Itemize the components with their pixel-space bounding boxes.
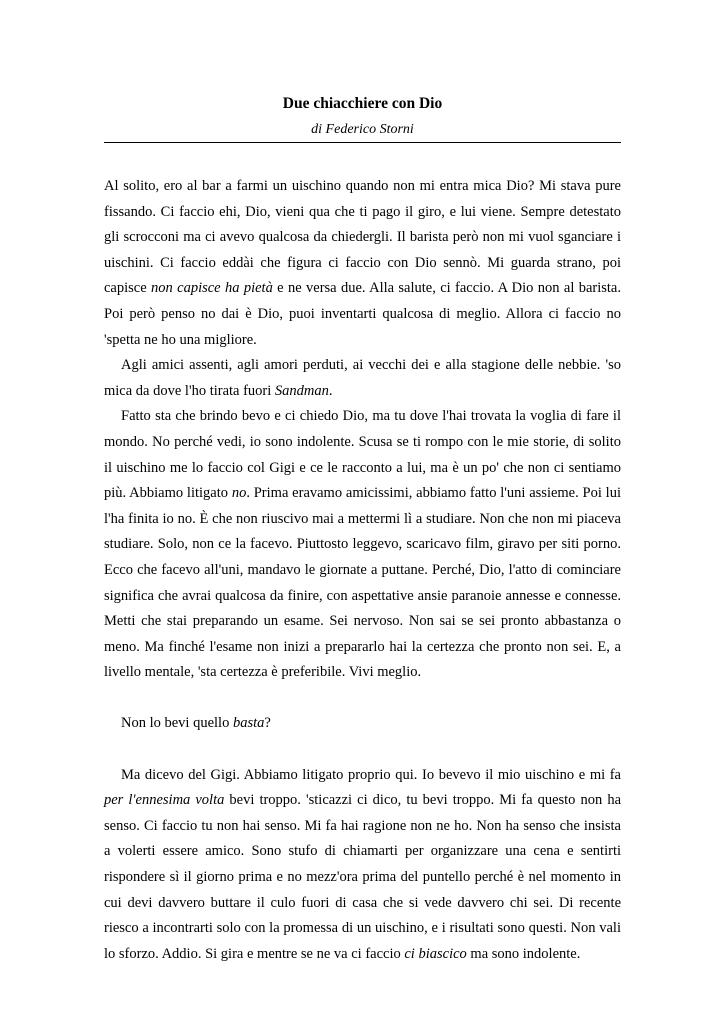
text-run: Ma dicevo del Gigi. Abbiamo litigato proprio qui. Io bevevo il mio uischino e mi fa (121, 766, 621, 783)
italic-run: per l'ennesima volta (104, 792, 225, 809)
document-title: Due chiacchiere con Dio (282, 95, 443, 112)
paragraph-1 (104, 174, 621, 353)
text-run: Agli amici assenti, agli amori perduti, ai vecchi dei e alla stagione delle nebbie. 'so mica da dove l'ho tirata fuori (104, 357, 621, 399)
text-run: bevi troppo. 'sticazzi ci dico, tu bevi troppo. Mi fa questo non ha senso. Ci faccio tu non hai senso. Mi fa hai ragione non ne ho. Non ha senso che insista a volerti essere amico. Sono stufo di chiamarti per organizzare una cena e sentirti rispondere sì il giorno prima e no mezz'ora prima del puntello perché è nel momento in cui devi davvero buttare il culo fuori di casa che si vede davvero chi sei. Di recente riesco a incontrarti solo con la promessa di un uischino, e i risultati sono questi. Non vali lo sforzo. Addio. Si gira e mentre se ne va ci faccio (104, 792, 622, 962)
text-run: Al solito, ero al bar a farmi un uischino quando non mi entra mica Dio? Mi stava pure fissando. Ci faccio ehi, Dio, vieni qua che ti pago il giro, e lui viene. Sempre detestato gli scrocconi ma ci avevo qualcosa da chiedergli. Il barista però non mi vuol sganciare i uischini. Ci faccio eddài che figura ci faccio con Dio sennò. Mi guarda strano, poi capisce (104, 178, 621, 297)
document-author: di Federico Storni (311, 122, 414, 137)
paragraph-5 (104, 763, 621, 968)
text-run: ? (264, 715, 271, 732)
text-run: . Prima eravamo amicissimi, abbiamo fatto l'uni assieme. Poi lui l'ha finita io no. È che non riuscivo mai a mettermi lì a studiare. Non che non mi piaceva studiare. Solo, non ce la facevo. Piuttosto leggevo, scaricavo film, giravo per siti porno. Ecco che facevo all'uni, mandavo le giornate a puttane. Perché, Dio, l'atto di cominciare significa che avrai qualcosa da finire, con aspettative ansie paranoie annesse e connesse. Metti che stai preparando un esame. Sei nervoso. Non sai se sei pronto abbastanza o meno. Ma finché l'esame non inizi a prepararlo hai la certezza che pronto non sei. E, a livello mentale, 'sta certezza è preferibile. Vivi meglio. (104, 485, 621, 681)
text-run: Non lo bevi quello (121, 715, 233, 732)
title-divider (104, 142, 621, 143)
paragraph-4 (104, 711, 621, 737)
italic-run: basta (232, 715, 265, 732)
text-run: . (328, 382, 333, 399)
text-run: ma sono indolente. (466, 945, 581, 962)
text-run: Fatto sta che brindo bevo e ci chiedo Dio, ma tu dove l'hai trovata la voglia di fare il mondo. No perché vedi, io sono indolente. Scusa se ti rompo con le mie storie, di solito il uischino me lo faccio col Gigi e ce le racconto a lui, ma è un po' che non ci sentiamo più. Abbiamo litigato (104, 408, 621, 502)
italic-run: Sandman (274, 382, 329, 399)
paragraph-2 (104, 353, 621, 404)
italic-run: non capisce ha pietà (151, 280, 273, 297)
paragraph-3 (104, 404, 621, 686)
text-run: e ne versa due. Alla salute, ci faccio. A Dio non al barista. Poi però penso no dai è Dio, puoi inventarti qualcosa di meglio. Allora ci faccio no 'spetta ne ho una migliore. (104, 280, 621, 348)
italic-run: no (231, 485, 247, 502)
italic-run: ci biascico (404, 945, 467, 962)
body-text (104, 174, 621, 967)
